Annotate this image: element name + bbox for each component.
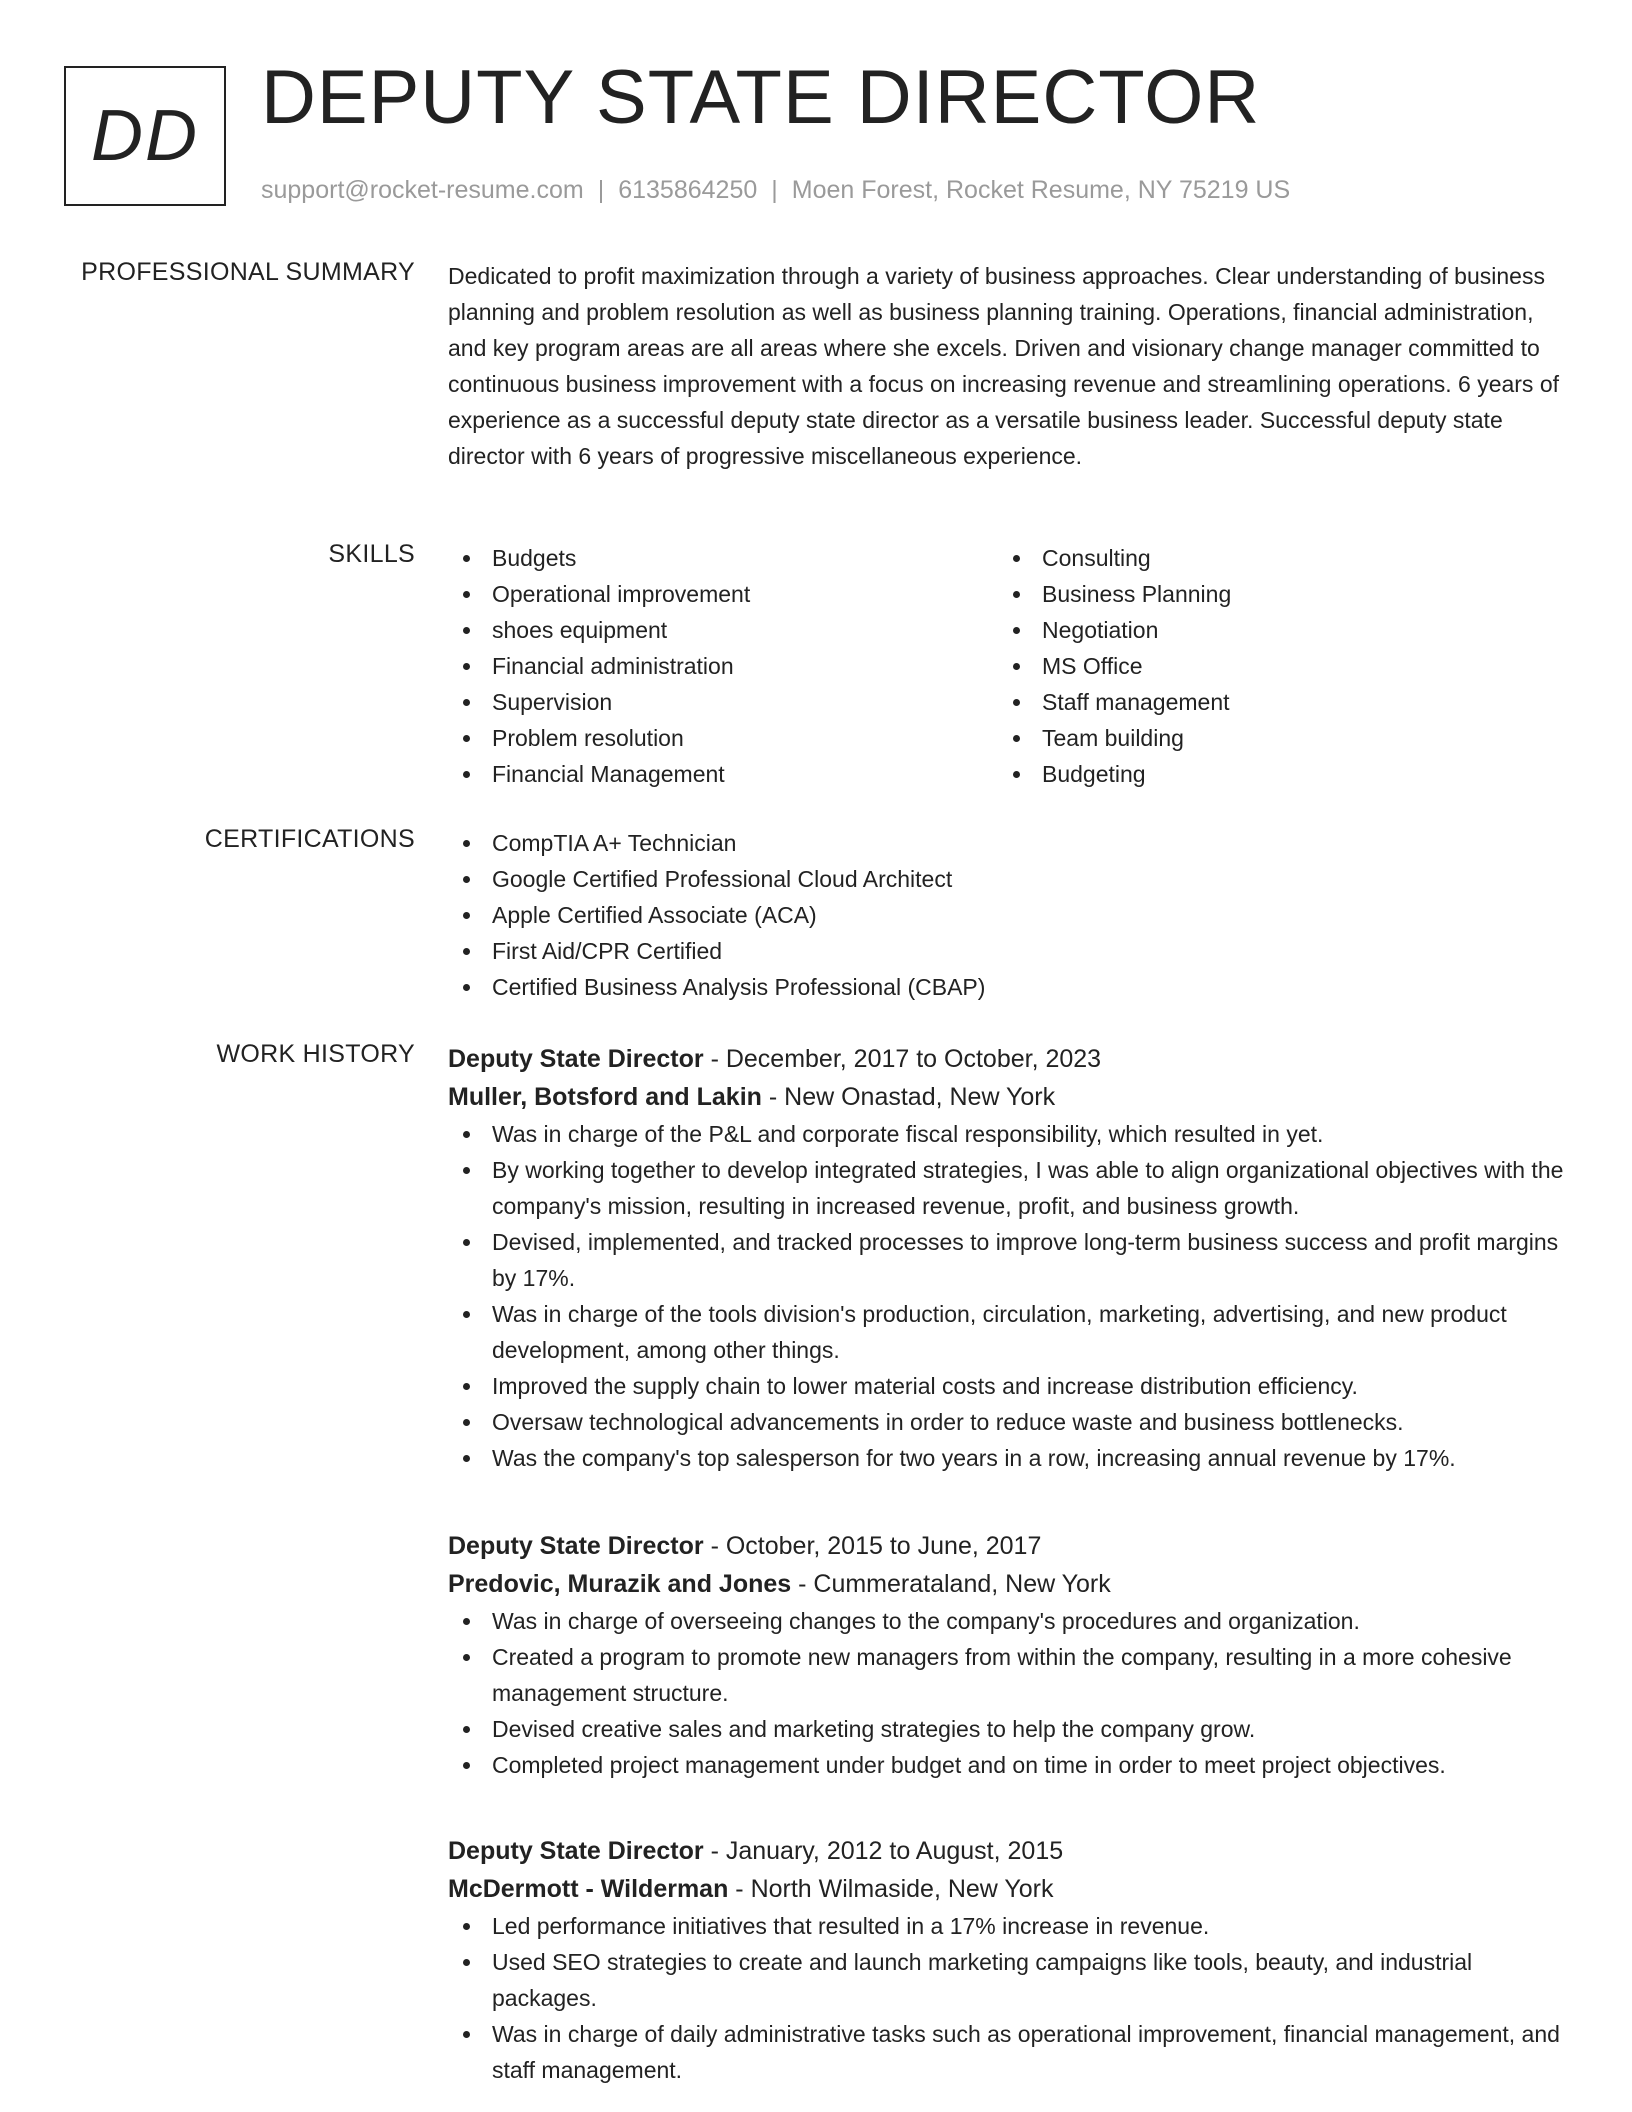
skill-item: Business Planning (998, 576, 1548, 612)
skill-item: Problem resolution (448, 720, 998, 756)
section-heading: CERTIFICATIONS (204, 825, 415, 853)
summary-text: Dedicated to profit maximization through a variety of business approaches. Clear understanding of business planning and problem resolution as well as business planning training. Operations, financial administration, and key program areas are all areas where she excels. Driven and visionary change manager committed to continuous business improvement with a focus on increasing revenue and streamlining operations. 6 years of experience as a successful deputy state director as a versatile business leader. Successful deputy state director with 6 years of progressive miscellaneous experience. (448, 263, 1560, 469)
job-bullet: Was in charge of the tools division's production, circulation, marketing, advertising, and new product development, among other things. (448, 1296, 1564, 1368)
job-body (448, 1527, 1564, 1783)
certifications-list (448, 825, 1564, 1005)
job-company: Muller, Botsford and Lakin (448, 1083, 762, 1111)
skill-item: Consulting (998, 540, 1548, 576)
job-bullet: Created a program to promote new managers from within the company, resulting in a more cohesive management structure. (448, 1639, 1564, 1711)
certification-item: Certified Business Analysis Professional (CBAP) (448, 969, 1564, 1005)
job-title: Deputy State Director (448, 1837, 704, 1865)
resume-title: DEPUTY STATE DIRECTOR (261, 55, 1261, 140)
job-bullet: Devised creative sales and marketing strategies to help the company grow. (448, 1711, 1564, 1747)
job-bullet: Was in charge of daily administrative tasks such as operational improvement, financial management, and staff management. (448, 2016, 1564, 2088)
summary-body (448, 258, 1564, 474)
contact-separator: | (597, 176, 605, 204)
job-company: Predovic, Murazik and Jones (448, 1570, 792, 1598)
job-body (448, 1040, 1564, 1476)
job-title-line (448, 1832, 1564, 1870)
contact-separator: | (771, 176, 778, 204)
certification-item: Apple Certified Associate (ACA) (448, 897, 1564, 933)
job-company-line (448, 1565, 1564, 1603)
job-location: - New Onastad, New York (761, 1083, 1056, 1111)
job-bullet-list (448, 1603, 1564, 1783)
contact-address: Moen Forest, Rocket Resume, NY 75219 US (791, 176, 1291, 204)
monogram-box (64, 66, 226, 206)
job-bullet: Completed project management under budget and on time in order to meet project objectives. (448, 1747, 1564, 1783)
job-title-line (448, 1527, 1564, 1565)
job-bullet: Was in charge of the P&L and corporate fiscal responsibility, which resulted in yet. (448, 1116, 1564, 1152)
job-bullet: Devised, implemented, and tracked processes to improve long-term business success and profit margins by 17%. (448, 1224, 1564, 1296)
skill-item: Team building (998, 720, 1548, 756)
skills-list-left (448, 540, 998, 792)
contact-email[interactable]: support@rocket-resume.com (261, 176, 584, 204)
job-bullet: Was in charge of overseeing changes to the company's procedures and organization. (448, 1603, 1564, 1639)
job-bullet: Used SEO strategies to create and launch marketing campaigns like tools, beauty, and industrial packages. (448, 1944, 1564, 2016)
job-bullet-list (448, 1908, 1564, 2088)
job-bullet: Was the company's top salesperson for two years in a row, increasing annual revenue by 17%. (448, 1440, 1564, 1476)
job-title: Deputy State Director (448, 1045, 704, 1073)
job-dates: - January, 2012 to August, 2015 (703, 1837, 1064, 1865)
job-bullet-list (448, 1116, 1564, 1476)
job-dates: - December, 2017 to October, 2023 (703, 1045, 1102, 1073)
skill-item: MS Office (998, 648, 1548, 684)
contact-line (261, 176, 1290, 205)
certification-item: Google Certified Professional Cloud Architect (448, 861, 1564, 897)
job-company-line (448, 1078, 1564, 1116)
section-heading: PROFESSIONAL SUMMARY (81, 258, 415, 286)
skill-item: Supervision (448, 684, 998, 720)
job-location: - North Wilmaside, New York (728, 1875, 1054, 1903)
job-bullet: Oversaw technological advancements in order to reduce waste and business bottlenecks. (448, 1404, 1564, 1440)
job-bullet: Led performance initiatives that resulted in a 17% increase in revenue. (448, 1908, 1564, 1944)
skill-item: Staff management (998, 684, 1548, 720)
section-heading: WORK HISTORY (216, 1040, 415, 1068)
job-location: - Cummerataland, New York (791, 1570, 1111, 1598)
skill-item: shoes equipment (448, 612, 998, 648)
job-dates: - October, 2015 to June, 2017 (703, 1532, 1042, 1560)
skill-item: Negotiation (998, 612, 1548, 648)
section-heading: SKILLS (328, 540, 415, 568)
job-title-line (448, 1040, 1564, 1078)
skill-item: Budgeting (998, 756, 1548, 792)
skill-item: Budgets (448, 540, 998, 576)
contact-phone[interactable]: 6135864250 (618, 176, 758, 204)
job-bullet: By working together to develop integrated strategies, I was able to align organizational objectives with the company's mission, resulting in increased revenue, profit, and business growth. (448, 1152, 1564, 1224)
skill-item: Financial administration (448, 648, 998, 684)
job-bullet: Improved the supply chain to lower material costs and increase distribution efficiency. (448, 1368, 1564, 1404)
skill-item: Financial Management (448, 756, 998, 792)
job-company: McDermott - Wilderman (448, 1875, 729, 1903)
monogram-initials: DD (91, 96, 199, 176)
job-company-line (448, 1870, 1564, 1908)
certification-item: First Aid/CPR Certified (448, 933, 1564, 969)
skills-list-right (998, 540, 1548, 792)
certifications-body (448, 825, 1564, 1005)
certification-item: CompTIA A+ Technician (448, 825, 1564, 861)
job-body (448, 1832, 1564, 2088)
skill-item: Operational improvement (448, 576, 998, 612)
skills-columns (448, 540, 1564, 792)
job-title: Deputy State Director (448, 1532, 704, 1560)
